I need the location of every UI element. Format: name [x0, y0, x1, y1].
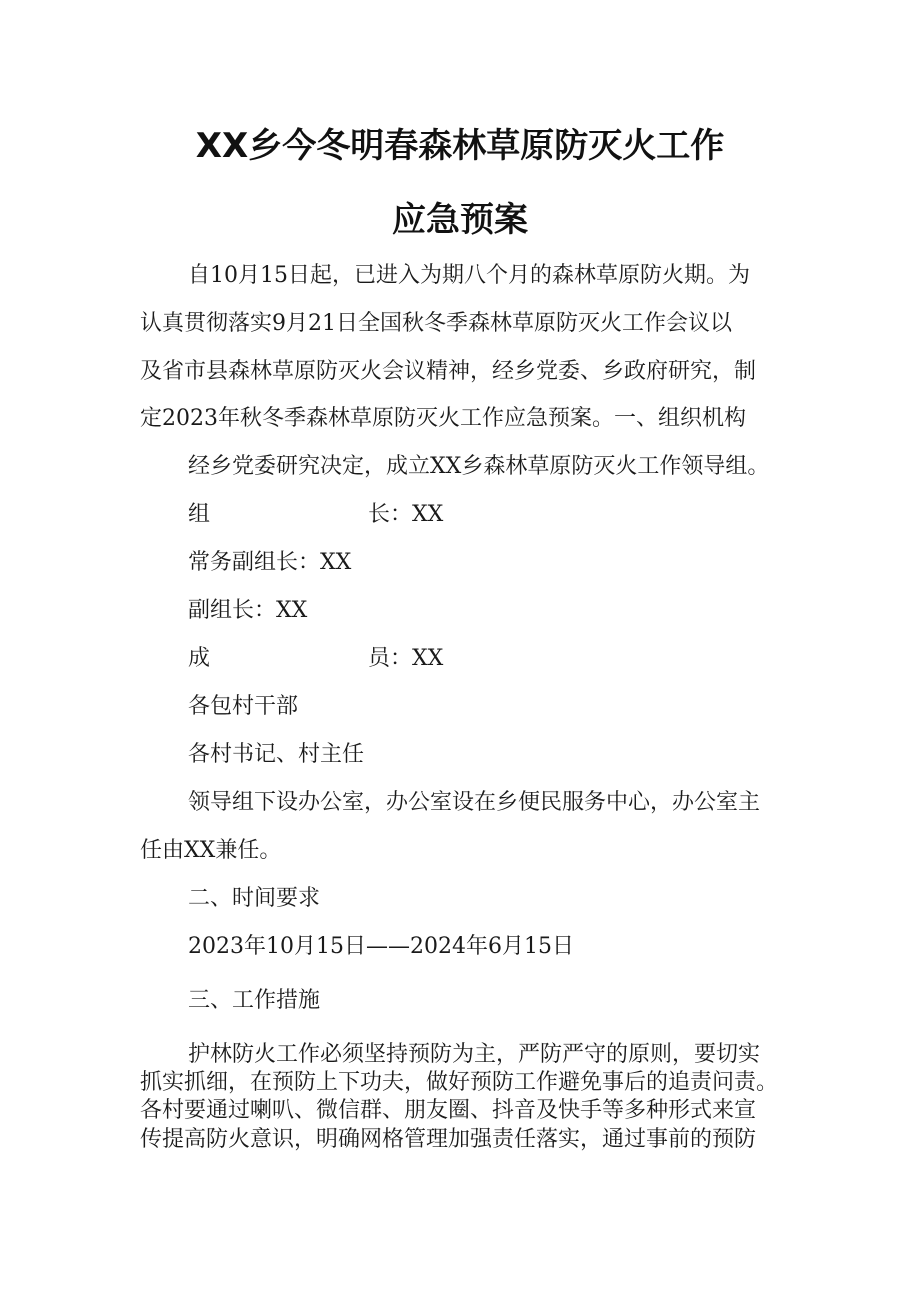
section-3-line-4: 传提高防火意识，明确网格管理加强责任落实，通过事前的预防 [140, 1127, 757, 1152]
section-3-heading: 三、工作措施 [188, 988, 321, 1013]
intro-line-2: 认真贯彻落实9月21日全国秋冬季森林草原防灭火工作会议以 [140, 311, 732, 336]
org-village-cadres: 各包村干部 [188, 694, 299, 719]
intro-line-3: 及省市县森林草原防灭火会议精神，经乡党委、乡政府研究，制 [140, 359, 757, 384]
section-3-line-3: 各村要通过喇叭、微信群、朋友圈、抖音及快手等多种形式来宣 [140, 1098, 757, 1123]
org-village-heads: 各村书记、村主任 [188, 742, 365, 767]
org-deputy: 副组长：XX [188, 598, 308, 623]
intro-line-1: 自10月15日起，已进入为期八个月的森林草原防火期。为 [188, 263, 750, 288]
org-member-head: 成 [188, 646, 211, 671]
org-office-line-2: 任由XX兼任。 [140, 838, 282, 863]
section-2-heading: 二、时间要求 [188, 886, 321, 911]
intro-line-4: 定2023年秋冬季森林草原防灭火工作应急预案。一、组织机构 [140, 406, 746, 431]
org-member-tail: 员：XX [368, 646, 444, 671]
document-title-line-1: XX乡今冬明春森林草原防灭火工作 [195, 126, 725, 166]
org-exec-deputy: 常务副组长：XX [188, 550, 352, 575]
section-3-line-2: 抓实抓细，在预防上下功夫，做好预防工作避免事后的追责问责。 [140, 1070, 779, 1095]
org-member [188, 645, 443, 673]
org-leader-head: 组 [188, 502, 211, 527]
section-2-period: 2023年10月15日——2024年6月15日 [188, 934, 574, 959]
org-leader-tail: 长：XX [368, 502, 444, 527]
org-leader [188, 501, 443, 529]
org-office-line-1: 领导组下设办公室，办公室设在乡便民服务中心，办公室主 [188, 790, 761, 815]
org-decision: 经乡党委研究决定，成立XX乡森林草原防灭火工作领导组。 [188, 454, 770, 479]
section-3-line-1: 护林防火工作必须坚持预防为主，严防严守的原则，要切实 [188, 1042, 761, 1067]
document-title-line-2: 应急预案 [392, 200, 528, 240]
